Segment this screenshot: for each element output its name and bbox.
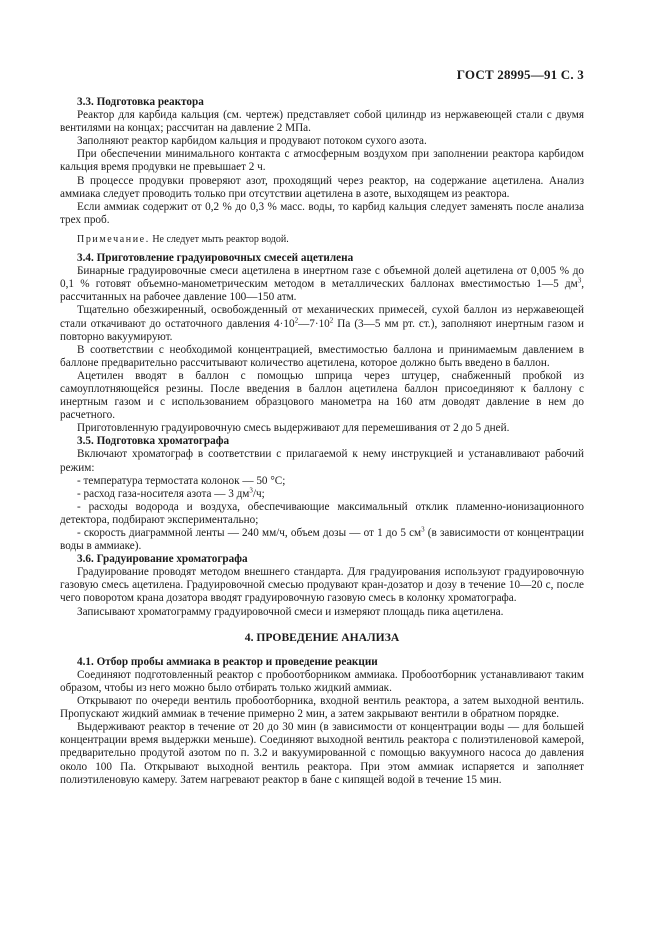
superscript: 3 xyxy=(577,276,582,285)
superscript: 2 xyxy=(294,315,299,324)
paragraph: Записывают хроматограмму градуировочной смеси и измеряют площадь пика ацетилена. xyxy=(77,605,504,618)
text-run: (в зависимости от концентрации воды в аммиаке). xyxy=(60,527,584,553)
text-run: - скорость диаграммной ленты — 240 мм/ч, объем дозы — от 1 до 5 см xyxy=(77,527,422,539)
section-3-3-title: 3.3. Подготовка реактора xyxy=(77,96,204,108)
paragraph: Открывают по очереди вентиль пробоотборника, входной вентиль реактора, а затем выходной вентиль. Пропускают жидкий аммиак в течение примерно 2 мин, а затем закрывают вентили в обратном порядке. xyxy=(60,695,584,721)
paragraph xyxy=(60,304,584,343)
paragraph: В соответствии с необходимой концентрацией, вместимостью баллона и принимаемым давлением в баллоне предварительно рассчитывают количество ацетилена, которое должно быть введено в баллон. xyxy=(60,343,584,369)
list-item: - температура термостата колонок — 50 °С; xyxy=(77,474,286,487)
chapter-4-title: 4. ПРОВЕДЕНИЕ АНАЛИЗА xyxy=(244,630,400,644)
paragraph: Включают хроматограф в соответствии с прилагаемой к нему инструкцией и устанавливают рабочий режим: xyxy=(60,448,584,474)
paragraph: Соединяют подготовленный реактор с пробоотборником аммиака. Пробоотборник устанавливают таким образом, чтобы из него можно было отбирать только жидкий аммиак. xyxy=(60,668,584,694)
section-3-5-title: 3.5. Подготовка хроматографа xyxy=(77,435,230,448)
document-body xyxy=(60,96,584,787)
superscript: 3 xyxy=(249,485,253,494)
text-run: /ч; xyxy=(252,487,265,500)
paragraph: Заполняют реактор карбидом кальция и продувают потоком сухого азота. xyxy=(77,135,427,148)
text-run: - расход газа-носителя азота — 3 дм xyxy=(77,487,250,500)
paragraph: Выдерживают реактор в течение от 20 до 30 мин (в зависимости от концентрации воды — для большей концентрации время выдержки меньше). Соединяют выходной вентиль реактора с полиэтиленовой камерой, предварительно продутой азотом по п. 3.2 и вакуумированной с помощью вакуумного насоса до давления около 100 Па. Открывают выходной вентиль реактора. При этом аммиак испаряется и заполняет полиэтиленовую камеру. Затем нагревают реактор в бане с кипящей водой в течение 15 мин. xyxy=(60,721,584,786)
paragraph: Приготовленную градуировочную смесь выдерживают для перемешивания от 2 до 5 дней. xyxy=(77,422,510,435)
note-text: Не следует мыть реактор водой. xyxy=(149,233,289,245)
section-4-1-title: 4.1. Отбор пробы аммиака в реактор и проведение реакции xyxy=(77,655,378,668)
note xyxy=(60,233,584,246)
list-item xyxy=(60,527,584,553)
paragraph: В процессе продувки проверяют азот, проходящий через реактор, на содержание ацетилена. Анализ аммиака следует проводить только при отсутствии ацетилена в азоте, выходящем из реактора. xyxy=(60,174,584,200)
section-3-4-title: 3.4. Приготовление градуировочных смесей ацетилена xyxy=(77,252,354,265)
page-header: ГОСТ 28995—91 С. 3 xyxy=(456,67,584,82)
text-run: Па (3—5 мм рт. ст.), заполняют инертным газом и повторно вакуумируют. xyxy=(60,317,584,343)
paragraph: Если аммиак содержит от 0,2 % до 0,3 % масс. воды, то карбид кальция следует заменять после анализа трех проб. xyxy=(60,200,584,226)
text-run: Тщательно обезжиренный, освобожденный от механических примесей, сухой баллон из нержавеющей стали откачивают до остаточного давления 4·10 xyxy=(60,304,584,330)
paragraph xyxy=(60,265,584,304)
paragraph: Реактор для карбида кальция (см. чертеж) представляет собой цилиндр из нержавеющей стали с двумя вентилями на концах; рассчитан на давление 2 МПа. xyxy=(60,109,584,135)
section-3-6-title: 3.6. Градуирование хроматографа xyxy=(77,553,248,566)
list-item xyxy=(60,485,584,501)
paragraph: Ацетилен вводят в баллон с помощью шприца через штуцер, снабженный пробкой из самоуплотняющейся резины. После введения в баллон ацетилена баллон присоединяют к баллону с инертным газом и с использованием образцового манометра на 160 атм доводят давление в нем до расчетного. xyxy=(60,369,584,422)
paragraph: При обеспечении минимального контакта с атмосферным воздухом при заполнении реактора карбидом кальция время продувки не превышает 2 ч. xyxy=(60,148,584,174)
text-run: —7·10 xyxy=(298,317,330,330)
text-run: Бинарные градуировочные смеси ацетилена в инертном газе с объемной долей ацетилена от 0,005 % до 0,1 % готовят объемно-манометрическим методом в металлических баллонах вместимостью 1—5 дм xyxy=(60,265,584,291)
note-label: Примечание. xyxy=(77,233,150,245)
superscript: 3 xyxy=(421,525,425,534)
text-run: , рассчитанных на рабочее давление 100—150 атм. xyxy=(60,278,584,304)
superscript: 2 xyxy=(329,315,334,324)
paragraph: Градуирование проводят методом внешнего стандарта. Для градуирования используют градуировочную газовую смесь ацетилена. Градуировочной смесью продувают кран-дозатор и дозу в течение 10—20 с, после чего поворотом крана дозатора вводят градуировочную газовую смесь в колонку хроматографа. xyxy=(60,566,584,605)
list-item: - расходы водорода и воздуха, обеспечивающие максимальный отклик пламенно-ионизационного детектора, подбирают экспериментально; xyxy=(60,500,584,526)
